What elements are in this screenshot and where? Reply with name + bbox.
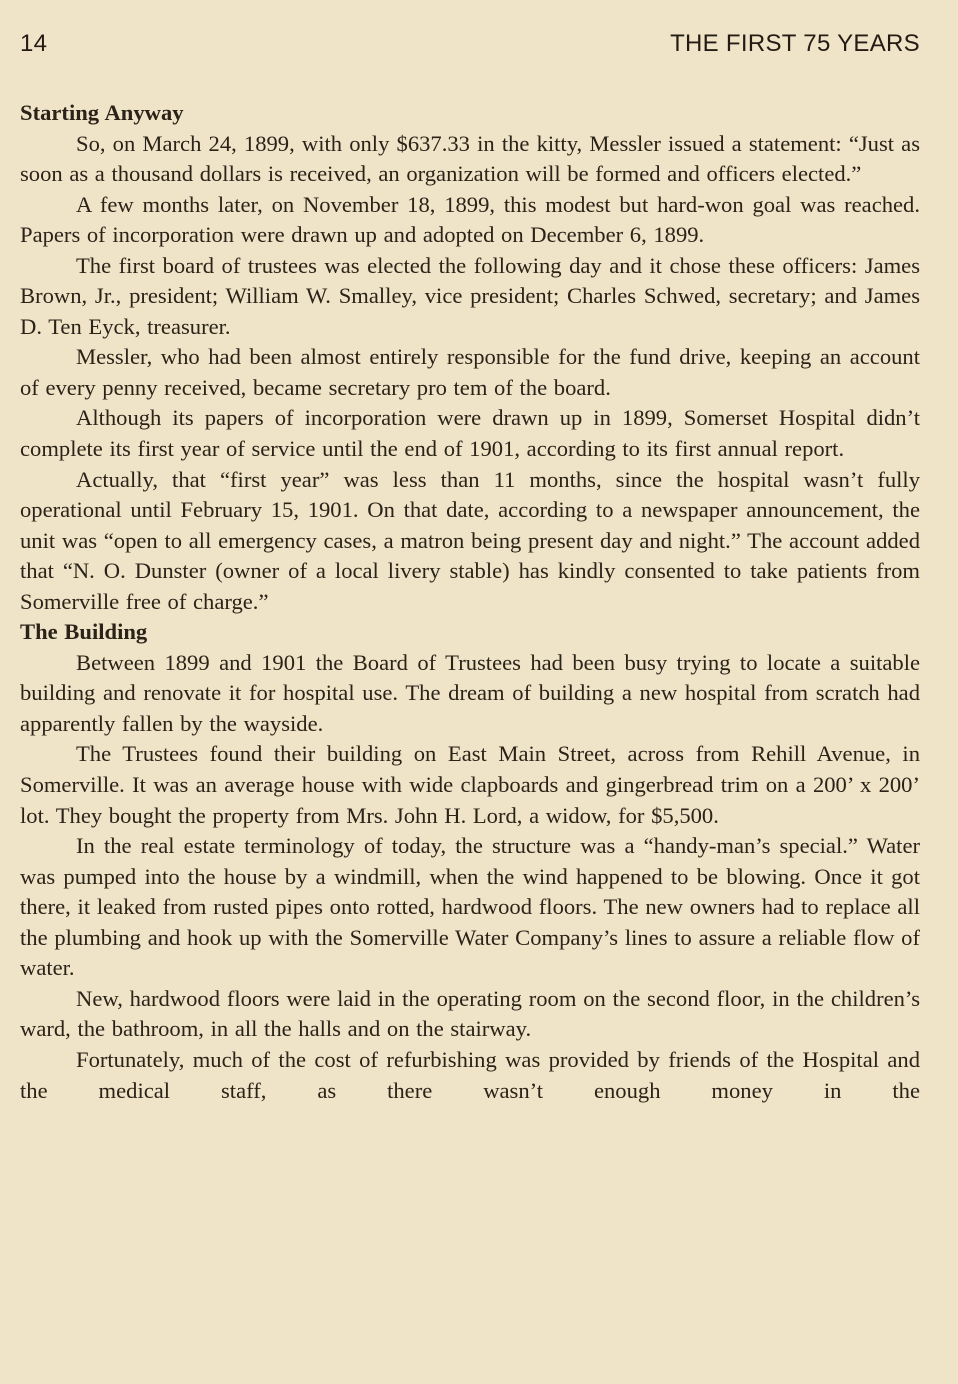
page-number: 14 — [20, 30, 48, 57]
paragraph: The Trustees found their building on East Main Street, across from Rehill Avenue, in Somerville. It was an average house with wide clapboards and gingerbread trim on a 200’ x 200’ lot. They bought the property from Mrs. John H. Lord, a widow, for $5,500. — [20, 741, 920, 828]
body-text — [20, 98, 920, 1106]
paragraph: A few months later, on November 18, 1899, this modest but hard-won goal was reached. Papers of incorporation were drawn up and adopted on December 6, 1899. — [20, 191, 920, 248]
section-heading: Starting Anyway — [20, 100, 184, 125]
paragraph: The first board of trustees was elected the following day and it chose these officers: James Brown, Jr., president; William W. Smalley, vice president; Charles Schwed, secretary; and James D. Ten Eyck, treasurer. — [20, 252, 920, 339]
paragraph: New, hardwood floors were laid in the operating room on the second floor, in the children’s ward, the bathroom, in all the halls and on the stairway. — [20, 985, 920, 1042]
paragraph: Actually, that “first year” was less than 11 months, since the hospital wasn’t fully operational until February 15, 1901. On that date, according to a newspaper announcement, the unit was “open to all emergency cases, a matron being present day and night.” The account added that “N. O. Dunster (owner of a local livery stable) has kindly consented to take patients from Somerville free of charge.” — [20, 466, 920, 614]
paragraph: Although its papers of incorporation were drawn up in 1899, Somerset Hospital didn’t complete its first year of service until the end of 1901, according to its first annual report. — [20, 405, 920, 462]
paragraph: Messler, who had been almost entirely responsible for the fund drive, keeping an account of every penny received, became secretary pro tem of the board. — [20, 344, 920, 400]
paragraph: Fortunately, much of the cost of refurbishing was provided by friends of the Hospital and the medical staff, as there wasn’t enough money in the — [20, 1046, 920, 1103]
section-heading: The Building — [20, 619, 148, 645]
paragraph: Between 1899 and 1901 the Board of Trustees had been busy trying to locate a suitable building and renovate it for hospital use. The dream of building a new hospital from scratch had apparently fallen by the wayside. — [20, 649, 920, 736]
paragraph: So, on March 24, 1899, with only $637.33 in the kitty, Messler issued a statement: “Just as soon as a thousand dollars is received, an organization will be formed and officers elected.” — [20, 130, 920, 187]
running-head — [20, 30, 920, 70]
running-title: THE FIRST 75 YEARS — [670, 30, 920, 57]
paragraph: In the real estate terminology of today, the structure was a “handy-man’s special.” Water was pumped into the house by a windmill, when the wind happened to be blowing. Once it got there, it leaked from rusted pipes onto rotted, hardwood floors. The new owners had to replace all the plumbing and hook up with the Somerville Water Company’s lines to assure a reliable flow of water. — [20, 833, 920, 981]
